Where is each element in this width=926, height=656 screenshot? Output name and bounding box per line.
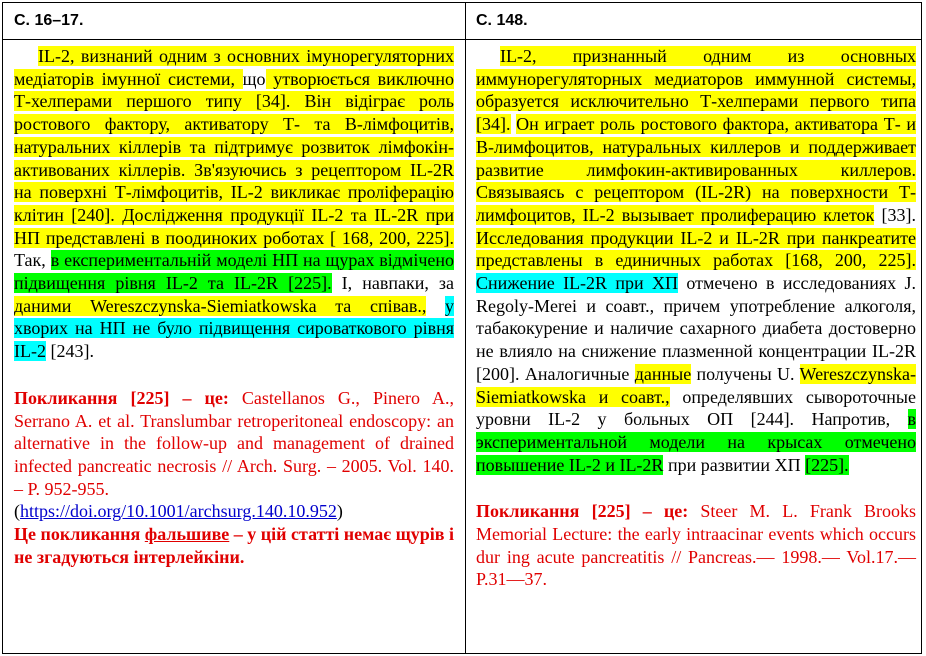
highlight-yellow: Исследования продукции IL-2 и IL-2R при панкреатите представлены в единичных работах [168, 200, 225]. <box>476 227 916 271</box>
highlight-green: в експериментальній моделі НП на щурах відмічено підвищення рівня IL-2 та IL-2R <box>14 250 455 294</box>
doi-link[interactable]: https://doi.org/10.1001/archsurg.140.10.952 <box>20 501 337 522</box>
header-divider <box>3 39 921 40</box>
plain-text: определявших сывороточные уровни IL-2 у больных ОП [244]. Напротив, <box>476 386 916 430</box>
right-paragraph <box>476 45 916 476</box>
reference-label: Покликання [225] – це: <box>14 387 229 408</box>
reference-text: Castellanos G., Pinero A., Serrano A. et al. Translumbar retroperitoneal endoscopy: an alternative in the follow-up and management of drained infected pancreatic necrosis // Arch. Surg. – 2005. Vol. 140. – P. 952-955. <box>14 387 454 499</box>
highlight-yellow: IL-2, визнаний одним з основних імунорегуляторних медіаторів імунної системи, <box>14 46 454 89</box>
right-column <box>476 45 916 591</box>
plain-text: отмечено в исследованиях J. Regoly-Merei и соавт., причем употребление алкоголя, табакокурение и наличие сахарного диабета достоверно не влияло на снижение плазменной концентрации IL-2R [200]. Аналогичные <box>476 273 917 384</box>
plain-text: І, навпаки, за <box>331 273 454 294</box>
plain-text <box>426 296 445 316</box>
highlight-green: в экспериментальной модели на крысах отмечено повышение IL-2 и IL-2R <box>476 409 916 475</box>
left-reference <box>14 387 454 501</box>
paren-close: ) <box>336 501 343 522</box>
note-emphasis: фальшиве <box>144 524 230 545</box>
reference-label: Покликання [225] – це: <box>476 501 689 522</box>
right-column-header: С. 148. <box>476 12 528 29</box>
note-text: – у цій статті немає щурів і не згадуються інтерлейкіни. <box>14 524 455 567</box>
plain-text: [33]. <box>874 204 916 225</box>
plain-text: [243]. <box>45 341 94 362</box>
highlight-cyan: у хворих на НП не було підвищення сироваткового рівня IL-2 <box>14 295 455 362</box>
right-reference <box>476 500 916 591</box>
plain-text: при развитии ХП <box>663 454 806 475</box>
column-divider <box>465 3 466 653</box>
left-column <box>14 45 454 568</box>
highlight-yellow: данные <box>634 363 692 384</box>
plain-text: Так, <box>14 250 51 271</box>
highlight-cyan: Снижение IL-2R при ХП <box>476 273 679 294</box>
highlight-yellow: даними Wereszczynska-Siemiatkowska та співав., <box>14 295 427 316</box>
reference-text: Steer M. L. Frank Brooks Memorial Lecture: the early intraacinar events which occurs dur ing acute pancreatitis // Pancreas.— 1998.— Vol.17.— P.31—37. <box>476 501 916 590</box>
comparison-table <box>2 2 922 654</box>
left-paragraph <box>14 45 454 363</box>
highlight-green: [225]. <box>278 273 332 294</box>
plain-text: що <box>242 68 266 89</box>
left-column-header: С. 16–17. <box>14 12 84 29</box>
plain-text: получены U. <box>691 363 800 384</box>
reference-link-line <box>14 500 454 523</box>
highlight-yellow: Он играет роль ростового фактора, активатора Т- и В-лимфоцитов, натуральных киллеров и поддерживает развитие лимфокин-активированных киллеров. Связываясь с рецептором (IL-2R) на поверхности Т-лимфоцитов, IL-2 вызывает пролиферацию клеток <box>476 114 916 225</box>
highlight-yellow: утворюється виключно Т-хелперами першого типу [34]. Він відіграє роль ростового фактору, активатору Т- та В-лімфоцитів, натуральних кіллерів та підтримує розвиток лімфокін-активованих кіллерів. Зв'язуючись з рецептором IL-2R на поверхні Т-лімфоцитів, IL-2 викликає проліферацію клітин [240]. Дослідження продукції IL-2 та IL-2R при НП представлені в поодиноких роботах [ 168, 200, 225]. <box>14 68 454 248</box>
highlight-green: [225]. <box>805 454 849 475</box>
paren-open: ( <box>14 501 20 522</box>
highlight-yellow: Wereszczynska-Siemiatkowska и соавт., <box>476 363 916 407</box>
fake-reference-note <box>14 523 454 568</box>
note-text: Це покликання <box>14 524 145 545</box>
highlight-yellow: IL-2, признанный одним из основных иммунорегуляторных медиаторов иммунной системы, образуется исключительно Т-хелперами первого типа [34]. <box>476 46 916 135</box>
